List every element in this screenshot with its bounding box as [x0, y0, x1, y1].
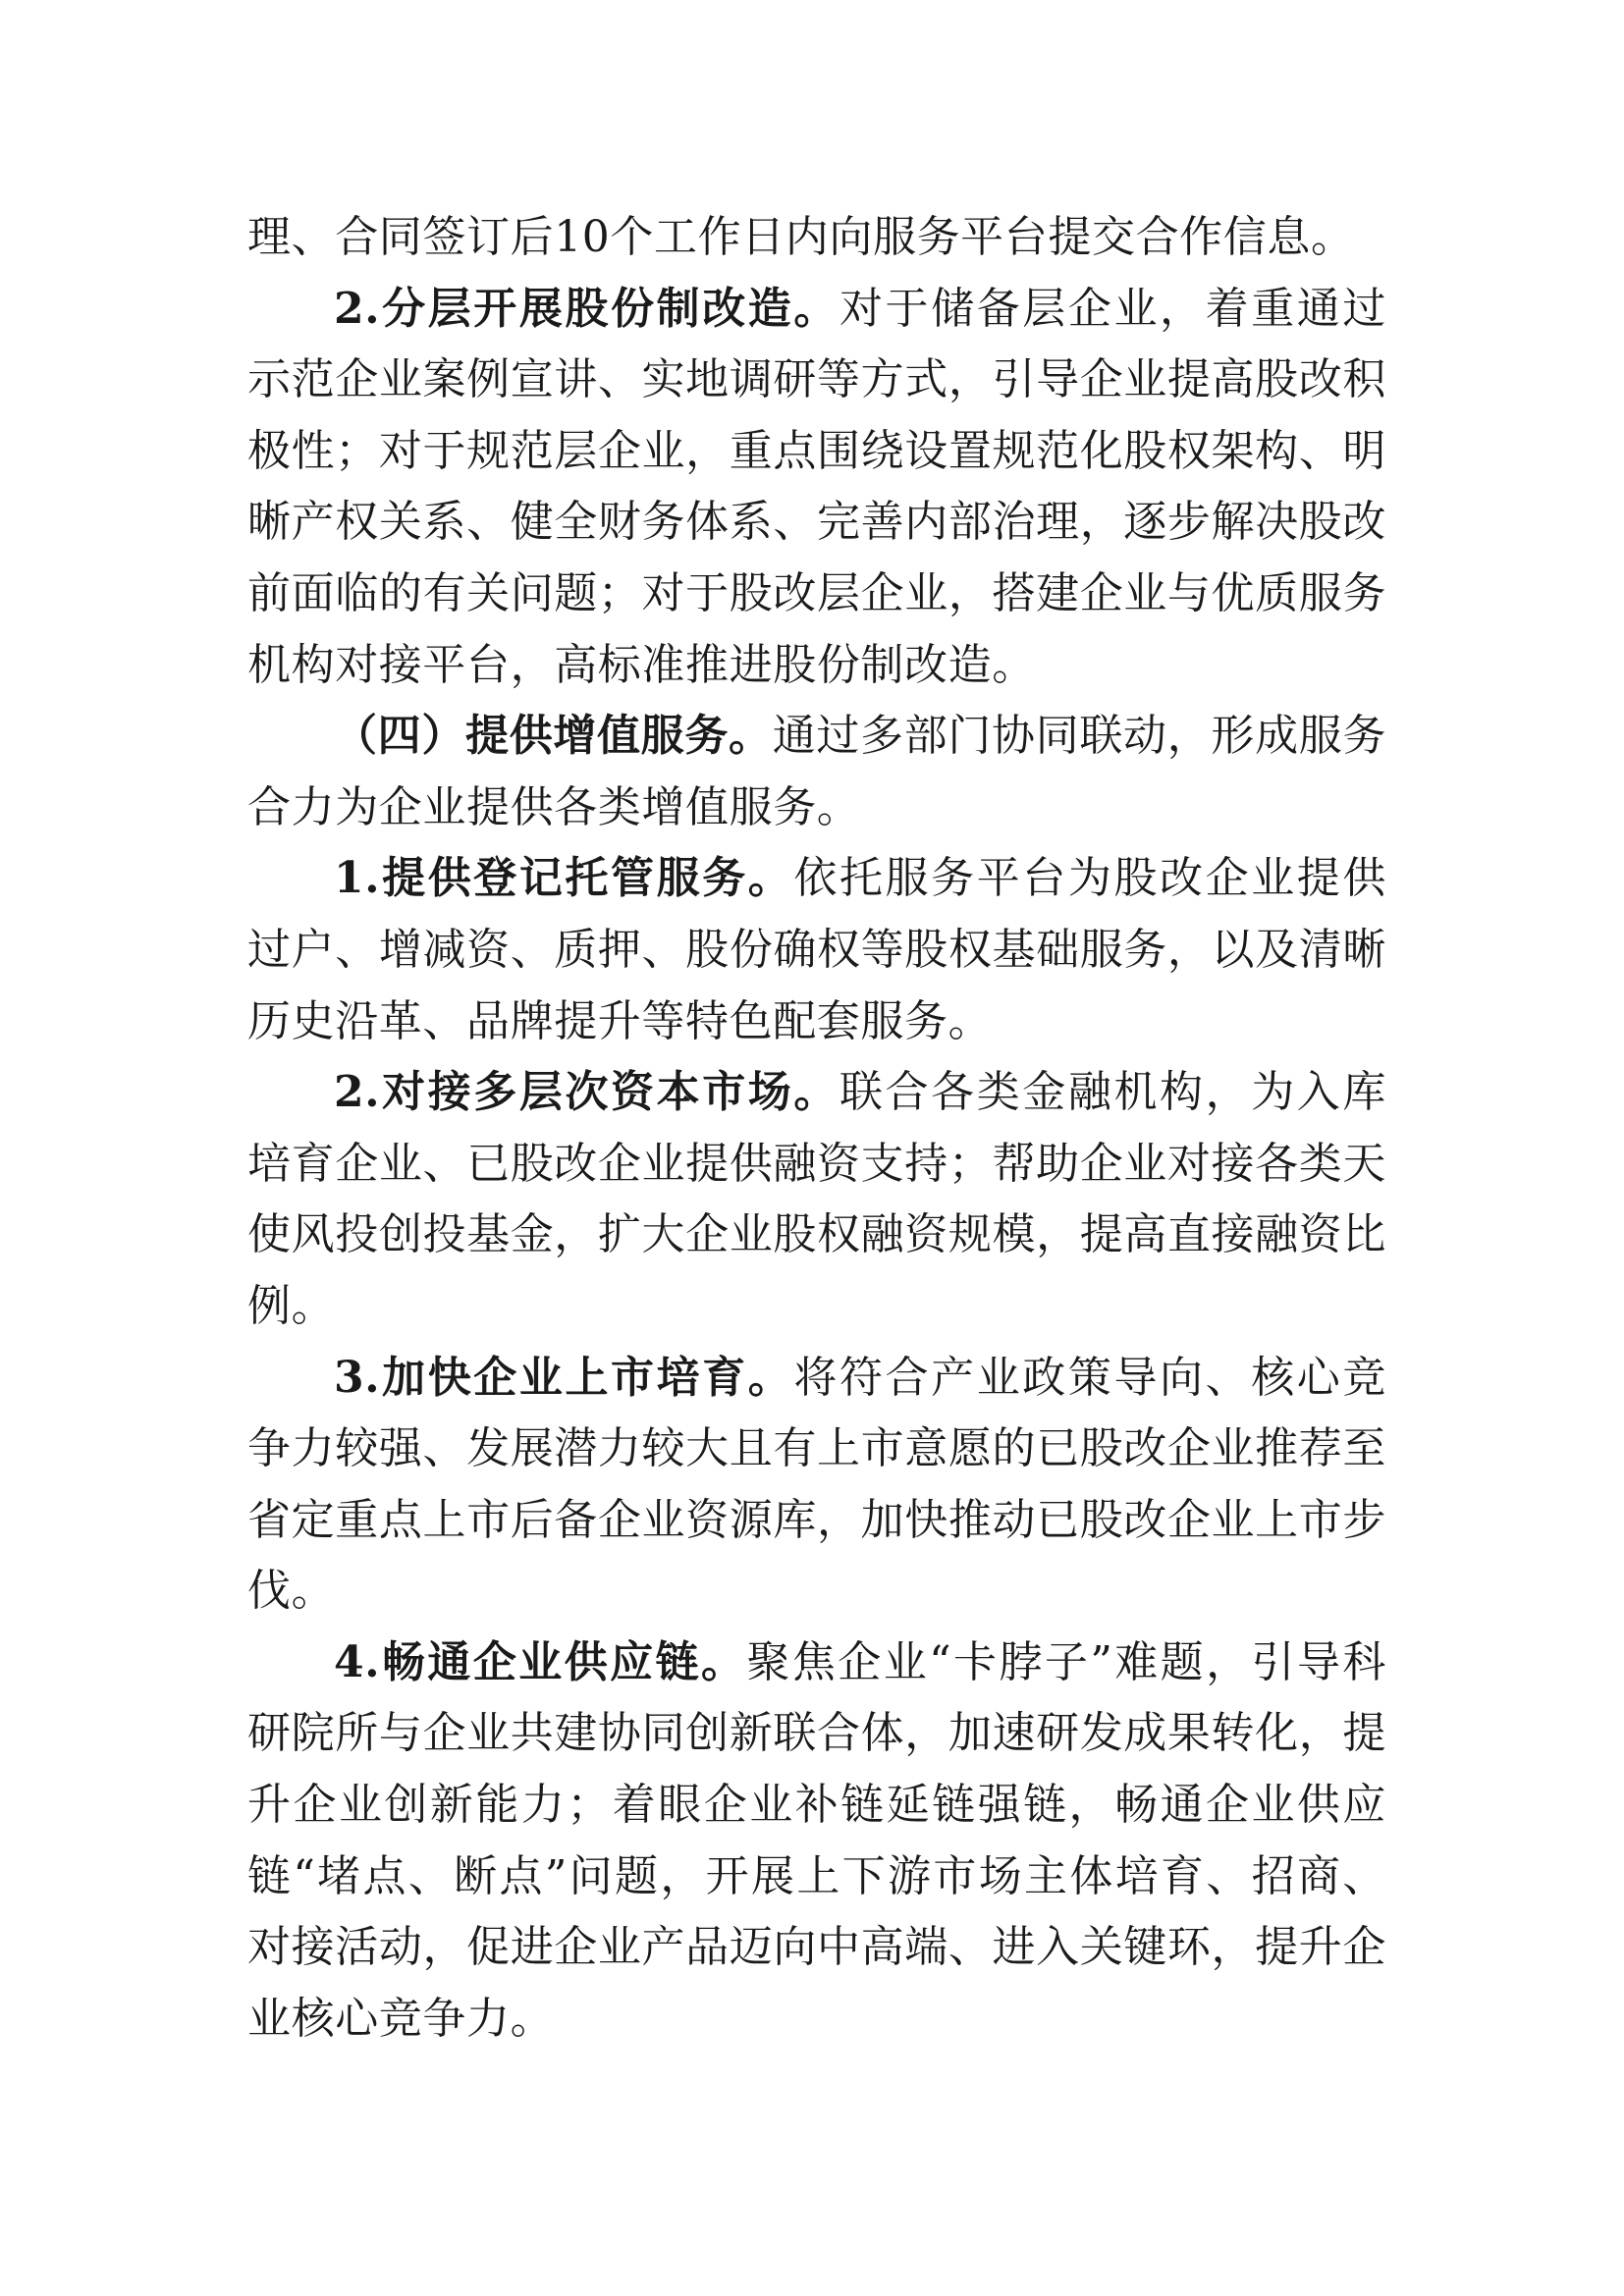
- paragraph-share-reform: [247, 274, 1386, 702]
- paragraph-body: 理、合同签订后10个工作日内向服务平台提交合作信息。: [247, 212, 1355, 262]
- paragraph-continuation: [247, 202, 1386, 274]
- paragraph-registration-custody: [247, 843, 1386, 1057]
- paragraph-capital-market: [247, 1057, 1386, 1342]
- paragraph-value-added-services: [247, 701, 1386, 843]
- paragraph-body: 依托服务平台为股改企业提供过户、增减资、质押、股份确权等股权基础服务，以及清晰历史沿革、品牌提升等特色配套服务。: [247, 853, 1386, 1046]
- paragraph-listing-cultivation: [247, 1343, 1386, 1628]
- paragraph-body: 聚焦企业“卡脖子”难题，引导科研院所与企业共建协同创新联合体，加速研发成果转化，提升企业创新能力；着眼企业补链延链强链，畅通企业供应链“堵点、断点”问题，开展上下游市场主体培育、招商、对接活动，促进企业产品迈向中高端、进入关键环，提升企业核心竞争力。: [247, 1636, 1386, 2044]
- section-heading: （四）提供增值服务。: [334, 711, 773, 762]
- paragraph-heading: 3.加快企业上市培育。: [334, 1352, 794, 1403]
- paragraph-heading: 4.畅通企业供应链。: [334, 1636, 747, 1687]
- paragraph-heading: 2.对接多层次资本市场。: [334, 1067, 839, 1118]
- document-page: [247, 202, 1386, 2055]
- paragraph-body: 对于储备层企业，着重通过示范企业案例宣讲、实地调研等方式，引导企业提高股改积极性；对于规范层企业，重点围绕设置规范化股权架构、明晰产权关系、健全财务体系、完善内部治理，逐步解决股改前面临的有关问题；对于股改层企业，搭建企业与优质服务机构对接平台，高标准推进股份制改造。: [247, 283, 1386, 690]
- paragraph-body: 将符合产业政策导向、核心竞争力较强、发展潜力较大且有上市意愿的已股改企业推荐至省定重点上市后备企业资源库，加快推动已股改企业上市步伐。: [247, 1352, 1386, 1617]
- paragraph-heading: 1.提供登记托管服务。: [334, 853, 794, 904]
- paragraph-body: 通过多部门协同联动，形成服务合力为企业提供各类增值服务。: [247, 711, 1387, 832]
- paragraph-supply-chain: [247, 1628, 1386, 2056]
- paragraph-heading: 2.分层开展股份制改造。: [334, 283, 839, 334]
- paragraph-body: 联合各类金融机构，为入库培育企业、已股改企业提供融资支持；帮助企业对接各类天使风投创投基金，扩大企业股权融资规模，提高直接融资比例。: [247, 1067, 1386, 1331]
